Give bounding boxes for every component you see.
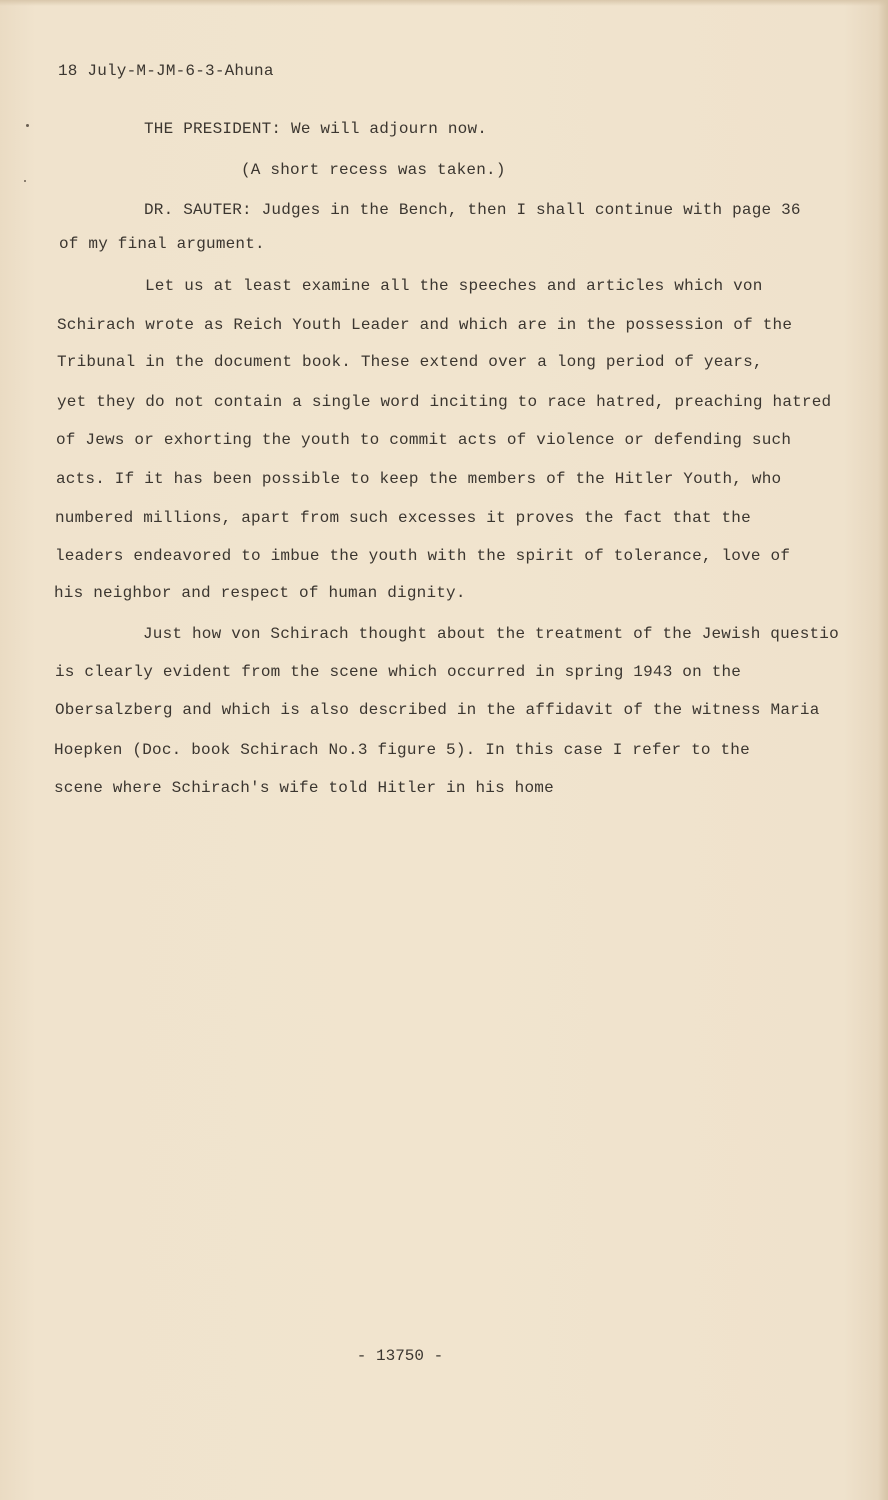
text-line: yet they do not contain a single word inciting to race hatred, preaching hatred <box>57 393 832 411</box>
text-line: (A short recess was taken.) <box>241 161 506 179</box>
page-number: - 13750 - <box>356 1347 444 1365</box>
text-line: Tribunal in the document book. These extend over a long period of years, <box>57 353 763 371</box>
text-line: Schirach wrote as Reich Youth Leader and which are in the possession of the <box>57 316 793 334</box>
text-line: scene where Schirach's wife told Hitler in his home <box>54 779 554 797</box>
text-line: of Jews or exhorting the youth to commit acts of violence or defending such <box>56 431 792 449</box>
paper-top-edge <box>0 0 888 6</box>
text-line: numbered millions, apart from such excesses it proves the fact that the <box>55 509 751 527</box>
text-line: of my final argument. <box>59 235 265 253</box>
text-line: Just how von Schirach thought about the treatment of the Jewish questio <box>143 625 839 643</box>
text-line: is clearly evident from the scene which occurred in spring 1943 on the <box>55 663 742 681</box>
text-line: acts. If it has been possible to keep the members of the Hitler Youth, who <box>56 470 782 488</box>
text-line: THE PRESIDENT: We will adjourn now. <box>144 120 488 138</box>
text-line: leaders endeavored to imbue the youth with the spirit of tolerance, love of <box>55 547 791 565</box>
text-line: his neighbor and respect of human dignity. <box>54 584 466 602</box>
text-line: Hoepken (Doc. book Schirach No.3 figure 5). In this case I refer to the <box>54 741 750 759</box>
ink-speck <box>24 180 26 182</box>
text-line: DR. SAUTER: Judges in the Bench, then I shall continue with page 36 <box>144 201 801 219</box>
paper-right-edge <box>878 0 888 1500</box>
text-line: Let us at least examine all the speeches and articles which von <box>145 277 763 295</box>
document-header: 18 July-M-JM-6-3-Ahuna <box>58 62 274 80</box>
ink-speck <box>26 124 29 127</box>
text-line: Obersalzberg and which is also described in the affidavit of the witness Maria <box>55 701 820 719</box>
